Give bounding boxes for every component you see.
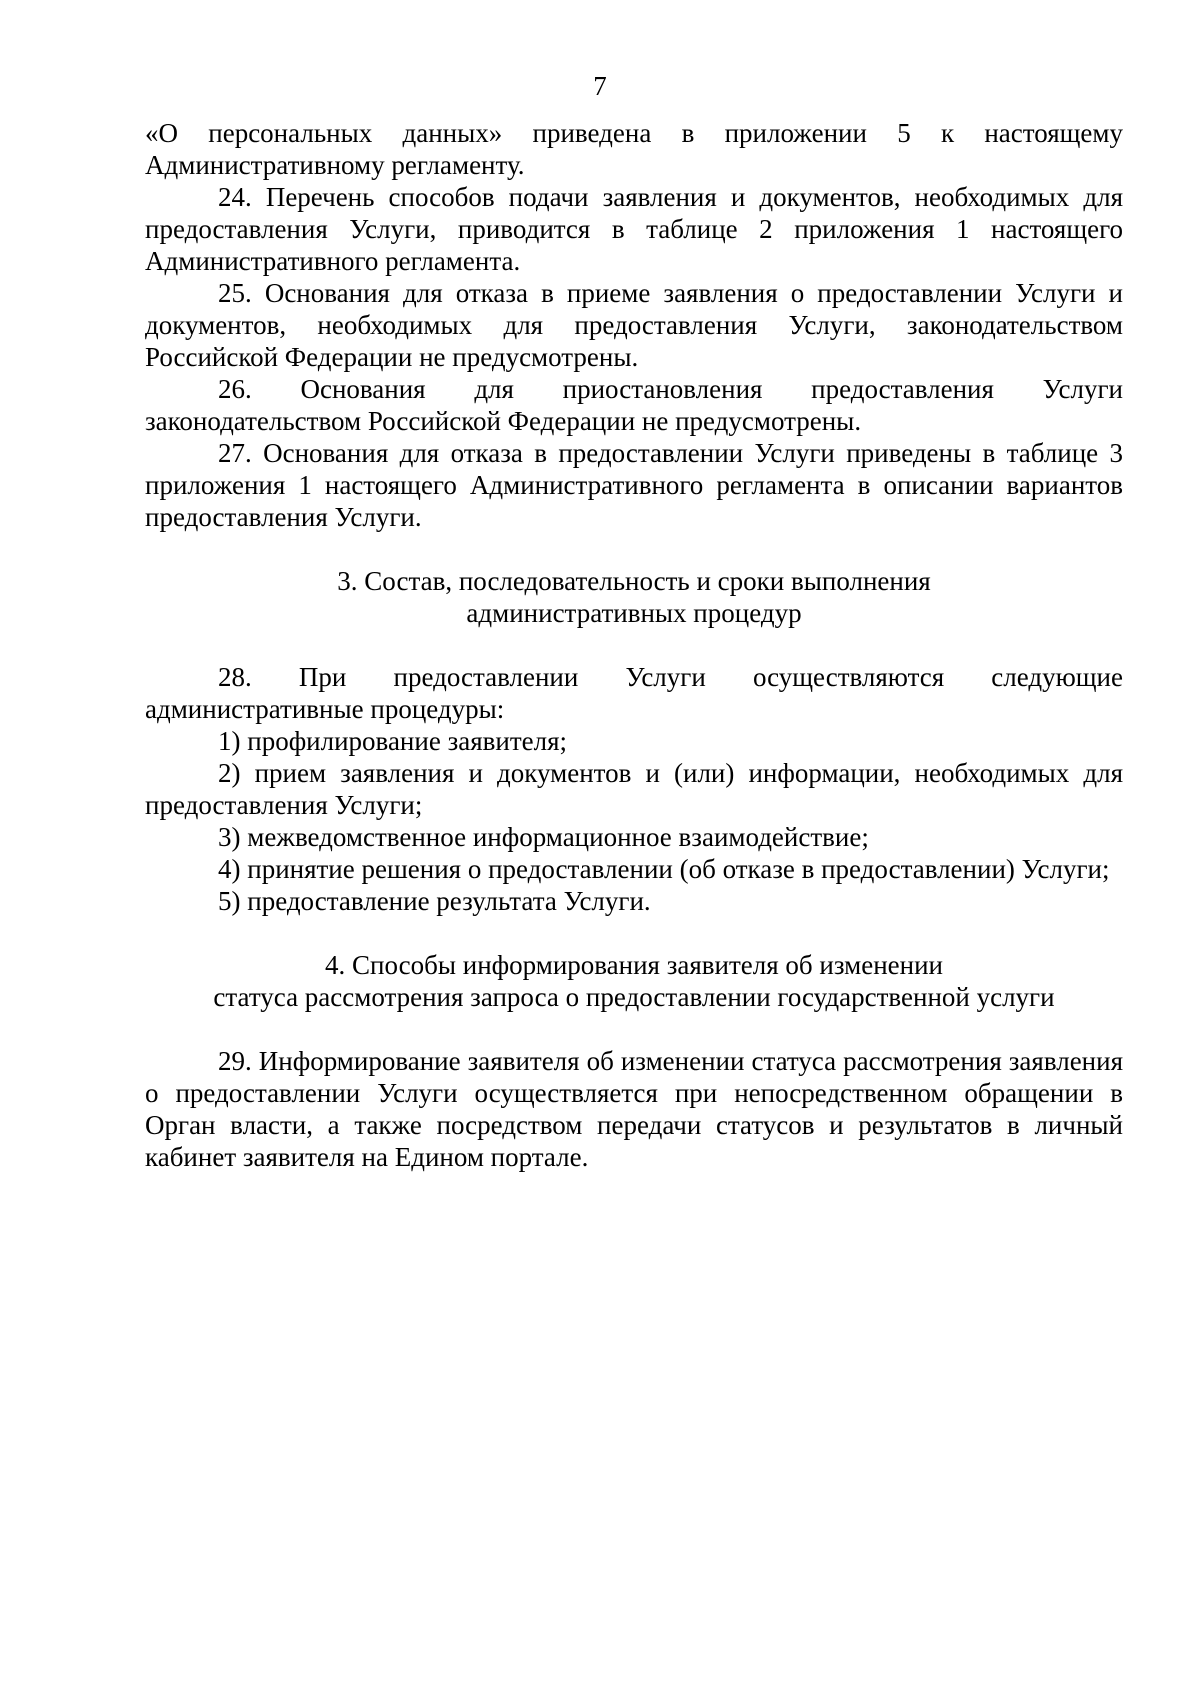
paragraph-24: 24. Перечень способов подачи заявления и документов, необходимых для предоставления Услуги, приводится в таблице 2 приложения 1 настоящего Административного регламента. (145, 182, 1123, 276)
paragraph-26: 26. Основания для приостановления предоставления Услуги законодательством Российской Федерации не предусмотрены. (145, 374, 1123, 436)
procedure-item-3: 3) межведомственное информационное взаимодействие; (218, 822, 869, 852)
paragraph-continuation: «О персональных данных» приведена в приложении 5 к настоящему Административному регламенту. (145, 118, 1123, 180)
section-3-heading-line-2: административных процедур (466, 598, 802, 628)
procedure-item-5: 5) предоставление результата Услуги. (218, 886, 651, 916)
spacer (145, 1013, 1123, 1045)
spacer (145, 917, 1123, 949)
spacer (145, 533, 1123, 565)
document-body (145, 117, 1123, 1173)
paragraph-29: 29. Информирование заявителя об изменении статуса рассмотрения заявления о предоставлении Услуги осуществляется при непосредственном обращении в Орган власти, а также посредством передачи статусов и результатов в личный кабинет заявителя на Едином портале. (145, 1046, 1123, 1172)
page-number: 7 (593, 71, 607, 101)
procedure-item-1: 1) профилирование заявителя; (218, 726, 568, 756)
section-4-heading-line-1: 4. Способы информирования заявителя об изменении (325, 950, 943, 980)
spacer (145, 629, 1123, 661)
paragraph-28: 28. При предоставлении Услуги осуществляются следующие административные процедуры: (145, 662, 1123, 724)
section-3-heading-line-1: 3. Состав, последовательность и сроки выполнения (337, 566, 931, 596)
section-4-heading-line-2: статуса рассмотрения запроса о предоставлении государственной услуги (213, 982, 1055, 1012)
paragraph-27: 27. Основания для отказа в предоставлении Услуги приведены в таблице 3 приложения 1 настоящего Административного регламента в описании вариантов предоставления Услуги. (145, 438, 1123, 532)
procedure-item-4: 4) принятие решения о предоставлении (об отказе в предоставлении) Услуги; (218, 854, 1110, 884)
procedure-item-2: 2) прием заявления и документов и (или) информации, необходимых для предоставления Услуги; (145, 758, 1123, 820)
paragraph-25: 25. Основания для отказа в приеме заявления о предоставлении Услуги и документов, необходимых для предоставления Услуги, законодательством Российской Федерации не предусмотрены. (145, 278, 1123, 372)
